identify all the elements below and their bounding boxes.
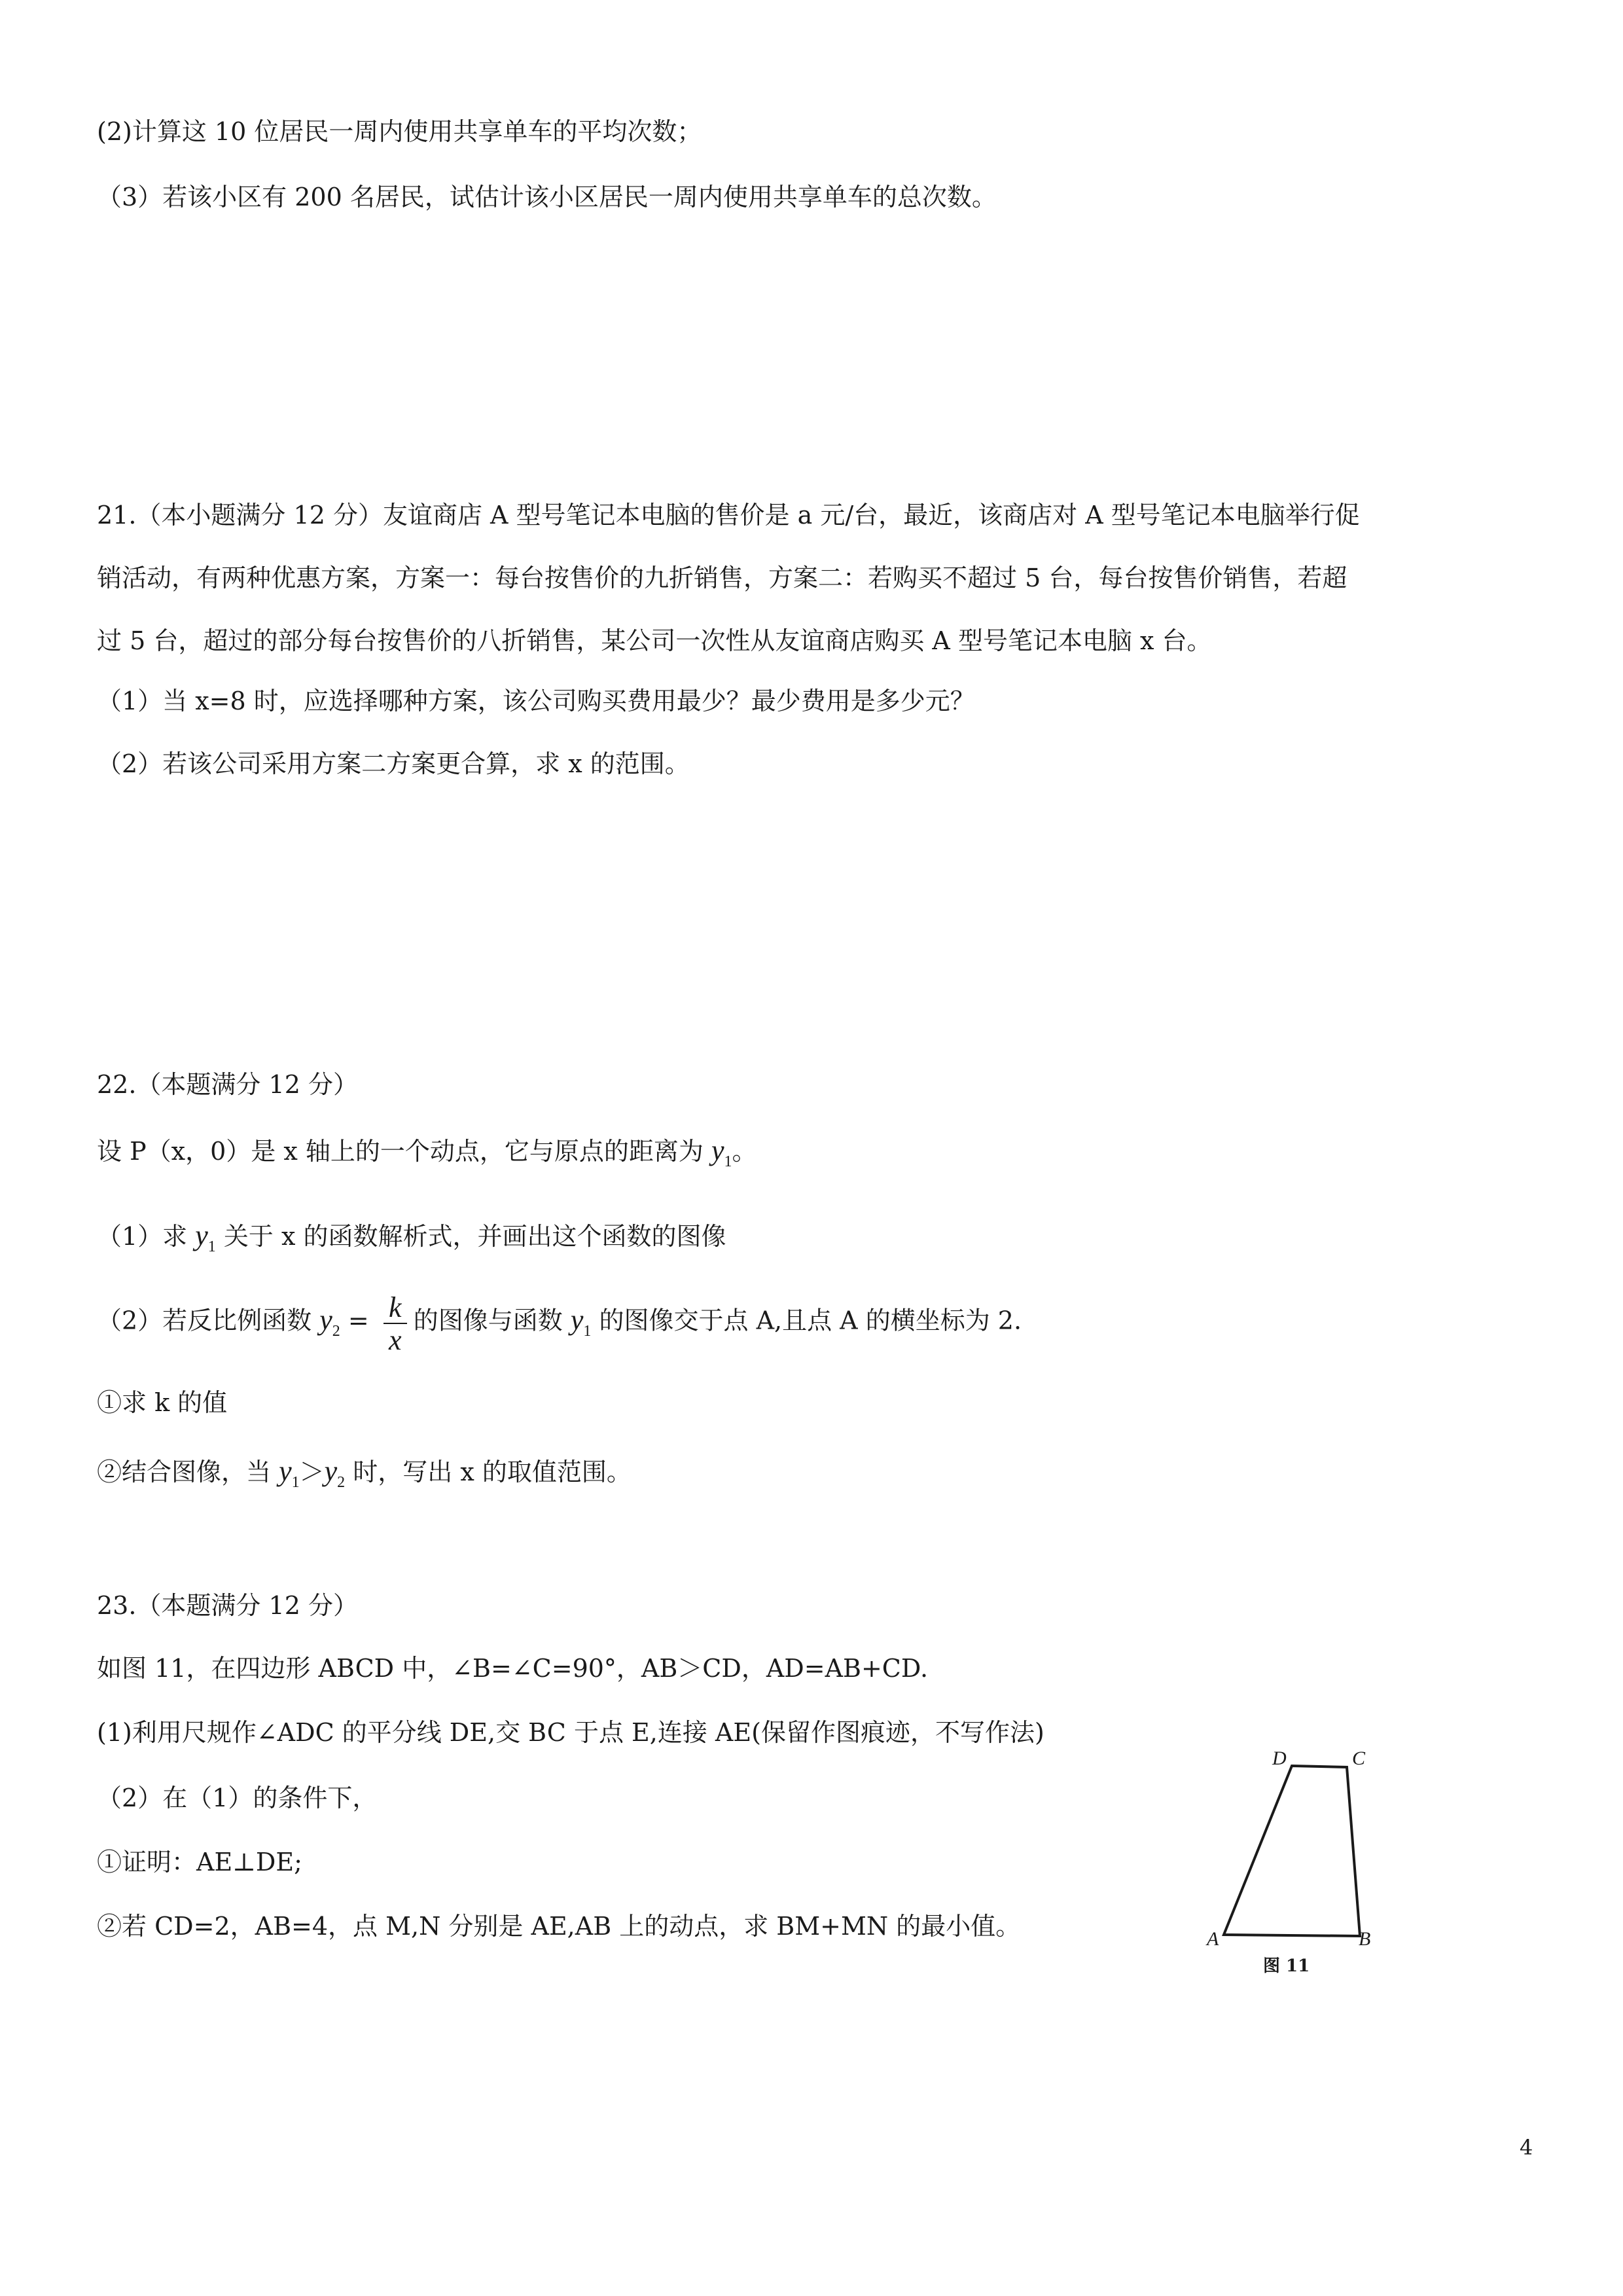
y1-symbol: $y_1$ (279, 1455, 300, 1491)
y2-symbol: $y_2$ (324, 1455, 346, 1491)
figure-caption: 图 11 (1263, 1956, 1310, 1976)
equals-sign: = (340, 1306, 377, 1335)
greater-than-sign: ＞ (299, 1458, 325, 1486)
label-b: B (1359, 1928, 1371, 1950)
q23-header: 23.（本题满分 12 分） (97, 1591, 358, 1620)
q22-part1-text: （1）求 (97, 1222, 196, 1251)
q23-part2: （2）在（1）的条件下， (97, 1784, 378, 1812)
q20-part2: (2)计算这 10 位居民一周内使用共享单车的平均次数； (97, 117, 702, 146)
q23-sub2: ②若 CD=2，AB=4，点 M,N 分别是 AE,AB 上的动点，求 BM+MN 的最小值。 (97, 1912, 1021, 1941)
figure-11-quadrilateral (1204, 1741, 1400, 1990)
q22-part1-text-end: 关于 x 的函数解析式，并画出这个函数的图像 (215, 1222, 726, 1251)
fraction-numerator: k (389, 1291, 402, 1323)
q20-part3: （3）若该小区有 200 名居民，试估计该小区居民一周内使用共享单车的总次数。 (97, 183, 997, 211)
q21-line1: 21.（本小题满分 12 分）友谊商店 A 型号笔记本电脑的售价是 a 元/台，最近，该商店对 A 型号笔记本电脑举行促 (97, 501, 1360, 529)
page-number: 4 (1520, 2135, 1533, 2160)
q22-part2-mid: 的图像与函数 (413, 1306, 571, 1335)
q22-part2 (97, 1291, 1022, 1356)
y2-symbol: $y_2$ (319, 1303, 340, 1340)
q22-setup-end: 。 (732, 1137, 757, 1166)
q22-sub2-end: 时，写出 x 的取值范围。 (345, 1458, 632, 1486)
y1-symbol: $y_1$ (570, 1303, 592, 1340)
q21-line3: 过 5 台，超过的部分每台按售价的八折销售，某公司一次性从友谊商店购买 A 型号笔记本电脑 x 台。 (97, 626, 1212, 655)
y1-symbol: $y_1$ (711, 1134, 732, 1170)
q22-sub1: ①求 k 的值 (97, 1388, 228, 1417)
fraction-denominator: x (389, 1324, 402, 1356)
label-a: A (1207, 1928, 1219, 1950)
q22-part1 (97, 1221, 726, 1255)
y1-symbol: $y_1$ (195, 1219, 216, 1255)
q22-sub2-text: ②结合图像，当 (97, 1458, 279, 1486)
q22-part2-end: 的图像交于点 A,且点 A 的横坐标为 2. (591, 1306, 1022, 1335)
q23-line1: 如图 11，在四边形 ABCD 中，∠B=∠C=90°，AB＞CD，AD=AB+CD. (97, 1654, 929, 1683)
fraction-k-over-x (381, 1291, 410, 1356)
q22-setup (97, 1136, 757, 1170)
q21-part2: （2）若该公司采用方案二方案更合算，求 x 的范围。 (97, 749, 690, 778)
quadrilateral-abcd (1224, 1766, 1360, 1936)
q22-part2-text: （2）若反比例函数 (97, 1306, 320, 1335)
q22-header: 22.（本题满分 12 分） (97, 1070, 358, 1099)
q22-setup-text: 设 P（x，0）是 x 轴上的一个动点，它与原点的距离为 (97, 1137, 711, 1166)
q22-sub2 (97, 1457, 632, 1490)
q23-part1: (1)利用尺规作∠ADC 的平分线 DE,交 BC 于点 E,连接 AE(保留作图痕迹，不写作法) (97, 1718, 1044, 1747)
label-c: C (1352, 1748, 1366, 1769)
label-d: D (1272, 1748, 1287, 1769)
q21-part1: （1）当 x=8 时，应选择哪种方案，该公司购买费用最少？最少费用是多少元？ (97, 687, 975, 715)
q23-sub1: ①证明：AE⊥DE; (97, 1848, 302, 1876)
q21-line2: 销活动，有两种优惠方案，方案一：每台按售价的九折销售，方案二：若购买不超过 5 台，每台按售价销售，若超 (97, 564, 1347, 592)
